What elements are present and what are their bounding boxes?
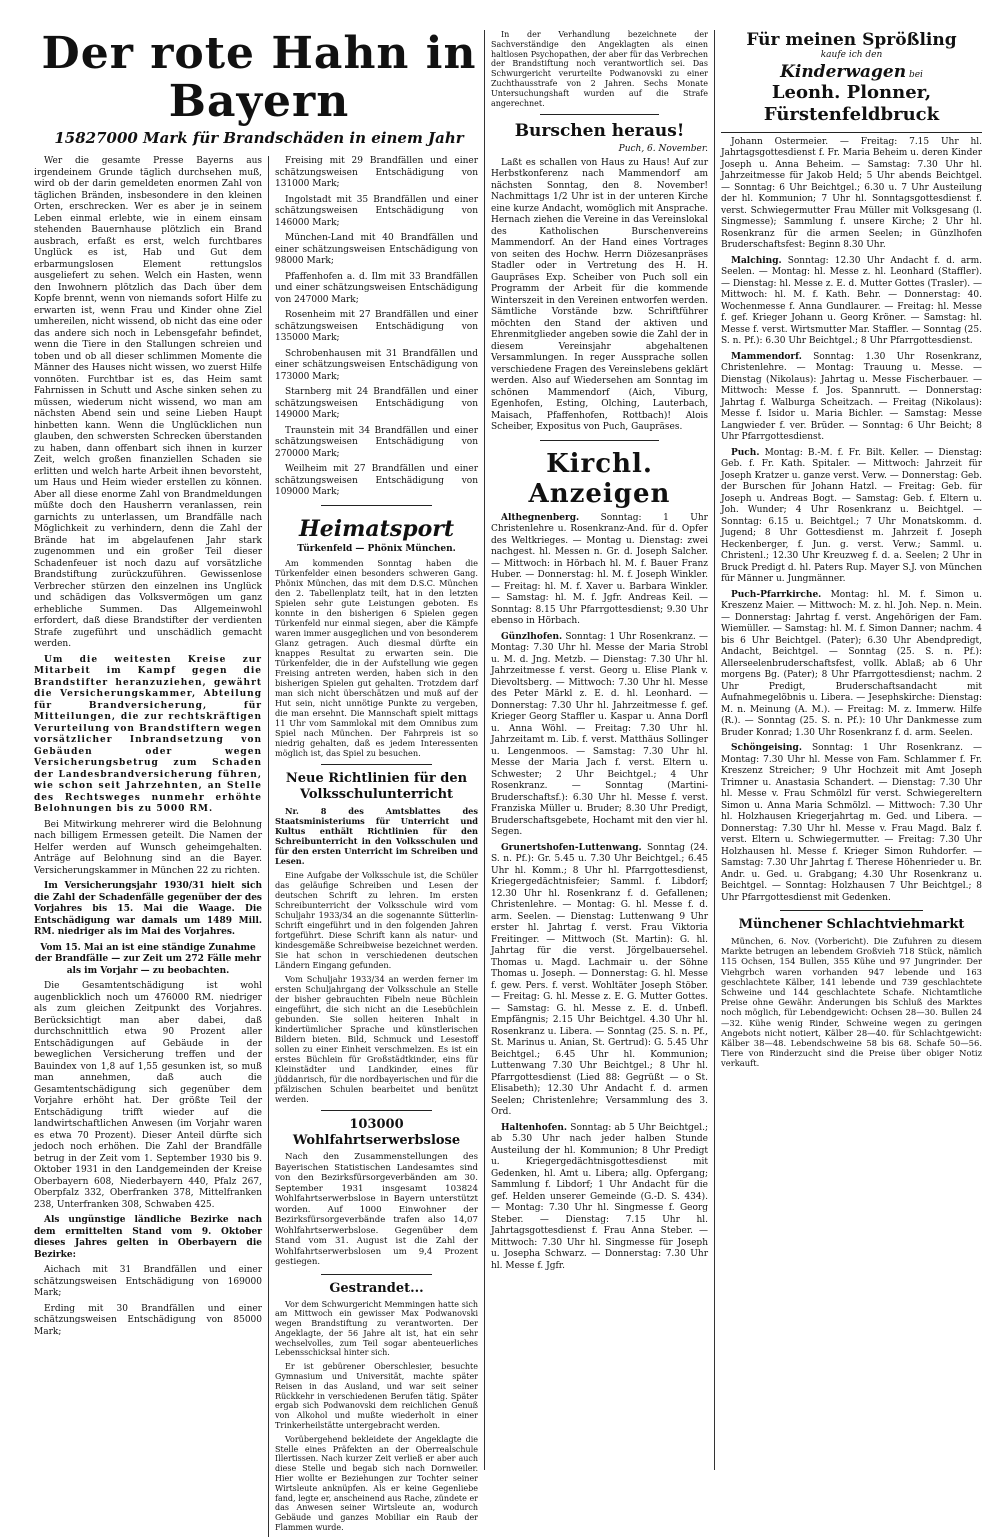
paragraph: Wer die gesamte Presse Bayerns aus irgendeinem Grunde täglich durchsehen muß, wird ob der darin gemeldeten enormen Zahl von täglichen Bränden, insbesondere in den kleinen Orten, erschrecken. Wer es aber je in seinem Leben einmal erlebte, wie in einem einsam stehenden Bauernhause plötzlich ein Brand ausbrach, erfaßt es erst, welch furchtbares Unglück es ist, Hab und Gut dem erbarmungslosen Element rettungslos ausgeliefert zu sehen. Welch ein Hasten, wenn den Inwohnern plötzlich das Dach über dem Kopfe brennt, wenn von niemands sofort Hilfe zu erwarten ist, wenn Frau und Kinder ohne Ziel umhereilen, nicht wissend, ob nicht das eine oder das andere sich noch in Lebensgefahr befindet, wenn die Tiere in den Stallungen schreien und toben und ob all dieser schlimmen Momente die Männer des Hauses nicht wissen, wo zuerst Hilfe vonnöten. Furchtbar ist es, das Heim samt Fahrnissen in Schutt und Asche sinken sehen zu müssen, wiederum nicht wissend, wo man am nächsten Abend sein und seine Lieben Haupt hinbetten kann. Wenn die Unglücklichen nun glauben, den schwersten Schrecken überstanden zu haben, dann offenbart sich ihnen in kurzer Zeit, welch großen finanziellen Schaden sie erlitten und welch harte Arbeit ihnen bevorsteht, um Haus und Heim wieder erstellen zu können. Aber all diese enorme Zahl von Brandmeldungen müßte doch den Hausherrn veranlassen, rein garnichts zu unterlassen, um Brandfälle nach Möglichkeit zu verhindern, denn die Zahl der Brände hat im abgelaufenen Jahr stark zugenommen und ein großer Teil dieser Schadenfeuer ist noch dazu auf vorsätzliche Brandstiftung zurückzuführen. Gewissenlose Verbrecher stürzen den einzelnen ins Unglück und schädigen das Volksvermögen um ganz erhebliche Summen. Das Allgemeinwohl erfordert, daß diese Brandstifter der verdienten Strafe zugeführt und unschädlich gemacht werden. — [34, 156, 262, 649]
district-item: Traunstein mit 34 Brandfällen und einer schätzungsweisen Entschädigung von 270000 Mark; — [275, 425, 478, 459]
parish-name: Schöngeising. — [731, 743, 802, 753]
parish-name: Grunertshofen-Luttenwang. — [501, 842, 642, 853]
heimatsport-body: Am kommenden Sonntag haben die Türkenfelder einen besonders schweren Gang. Phönix München, das mit dem D.S.C. München den 2. Tabellenplatz teilt, hat in den letzten Spielen sehr gute Leistungen geboten. Es konnte in den bisherigen 6 Spielen gegen Türkenfeld nur einmal siegen, aber die Kämpfe waren immer ausgeglichen und von besonderem Glanz getragen. Auch diesmal dürfte ein knappes Resultat zu erwarten sein. Die Türkenfelder, die in der Aufstellung wie gegen Freising antreten werden, haben sich in den bisherigen Spielen gut gehalten. Trotzdem darf man sich nicht überschätzen und muß auf der Hut sein, nicht unnötige Punkte zu vergeben, die man ersehnt. Die Mannschaft spielt mittags 11 Uhr vom Sammlokal mit dem Omnibus zum Spiel nach München. Der Fahrpreis ist so niedrig gehalten, daß es jedem Interessenten möglich ist, das Spiel zu besuchen. — [275, 558, 478, 758]
kirchl-entry — [721, 743, 982, 904]
paragraph: Als ungünstige ländliche Bezirke nach dem ermittelten Stand vom 9. Oktober dieses Jahres gelten in Oberbayern die Bezirke: — [34, 1215, 262, 1260]
divider — [321, 1110, 433, 1111]
kirchl-entry — [721, 256, 982, 348]
district-item: Rosenheim mit 27 Brandfällen und einer schätzungsweisen Entschädigung von 135000 Mark; — [275, 310, 478, 343]
parish-text: Sonntag: ab 5 Uhr Beichtgel.; ab 5.30 Uhr nach jeder halben Stunde Austeilung der hl. Kommunion; 8 Uhr Predigt u. Kriegergedächtnisgottesdienst mit Gedenken, hl. Amt u. Libera; allg. Opfergang; Sammlung f. Libdorf; 1 Uhr Andacht für die gef. Helden unserer Gemeinde (G.-D. S. 434). — Montag: 7.30 Uhr hl. Singmesse f. Georg Steber. — Dienstag: 7.15 Uhr hl. Jahrtagsgottesdienst f. Frau Anna Steber. — Mittwoch: 7.30 Uhr hl. Singmesse für Joseph u. Josepha Schwarz. — Donnerstag: 7.30 Uhr hl. Messe f. Jgfr. — [491, 1122, 708, 1271]
kirchl-entry — [721, 352, 982, 444]
volksschule-paragraph: Nr. 8 des Amtsblattes des Staatsministeriums für Unterricht und Kultus enthält Richtlinien für den Schreibunterricht in den Volksschulen und für den ersten Unterricht im Schreiben und Lesen. — [275, 806, 478, 866]
divider — [780, 910, 924, 911]
parish-name: Puch-Pfarrkirche. — [731, 589, 822, 600]
main-article-title: Der rote Hahn in Bayern — [41, 28, 477, 127]
ad-line-4: Leonh. Plonner, Fürstenfeldbruck — [763, 81, 940, 125]
paragraph: Die Gesamtentschädigung ist wohl augenblicklich noch um 476000 RM. niedriger als zum gleichen Zeitpunkt des Vorjahres. Berücksichtigt man aber dabei, daß durchschnittlich etwa 90 Prozent aller Entschädigungen auf Gebäude in der beweglichen Versicherung treffen und der Bauindex von 1,8 auf 1,55 gesunken ist, so muß man annehmen, daß auch die Gesamtentschädigung sich gegenüber dem Vorjahre erhöht hat. Der größte Teil der Entschädigung trifft wieder auf die landwirtschaftlichen Anwesen (im Vorjahr waren es etwa 70 Prozent). Dieser Anteil dürfte sich jedoch noch erhöhen. Die Zahl der Brandfälle betrug in der Zeit vom 1. September 1930 bis 9. Oktober 1931 in den Landgemeinden der Kreise Oberbayern 608, Niederbayern 440, Pfalz 267, Oberpfalz 332, Oberfranken 378, Mittelfranken 238, Unterfranken 308, Schwaben 425. — [34, 981, 262, 1210]
kirchl-entry — [721, 137, 982, 252]
heimatsport-subtitle: Türkenfeld — Phönix München. — [297, 543, 456, 554]
gestrandet-paragraph: In der Verhandlung bezeichnete der Sachverständige den Angeklagten als einen haltlosen Psychopathen, der aber für das Verbrechen der Brandstiftung noch verantwortlich sei. Das Schwurgericht verurteilte Podwanovski zu einer Zuchthausstrafe von 2 Jahren. Sechs Monate Untersuchungshaft wurden auf die Strafe angerechnet. — [491, 30, 708, 108]
gestrandet-paragraph: Vor dem Schwurgericht Memmingen hatte sich am Mittwoch ein gewisser Max Podwanovski wegen Brandstiftung zu verantworten. Der Angeklagte, der 56 Jahre alt ist, hat ein sehr wechselvolles, zum Teil sogar abenteuerliches Lebensschicksal hinter sich. — [275, 1299, 478, 1358]
gestrandet-title: Gestrandet... — [329, 1280, 424, 1296]
parish-text: Sonntag (24. S. n. Pf.): Gr. 5.45 u. 7.30 Uhr Beichtgel.; 6.45 Uhr hl. Komm.; 8 Uhr hl. Pfarrgottesdienst, Kriegergedächtnisfeier; Samml. f. Libdorf; 12.30 Uhr hl. Rosenkranz f. d. Gefallenen; Christenlehre. — Montag: G. hl. Messe f. d. arm. Seelen. — Dienstag: Luttenwang 9 Uhr erster hl. Jahrtag f. verst. Frau Viktoria Freitinger. — Mittwoch (St. Martin): G. hl. Jahrtag für die verst. Jörgelbauersehel. Thomas u. Magd. Lachmair u. der Söhne Thomas u. Joseph. — Donnerstag: G. hl. Messe f. gew. Pers. f. verst. Wohltäter Joseph Stöber. — Freitag: G. hl. Messe z. E. G. Mutter Gottes. — Samstag: G. hl. Messe z. E. d. Unbefl. Empfängnis; 2.15 Uhr Beichtgel. 4.30 Uhr hl. Rosenkranz u. Libera. — Sonntag (25. S. n. Pf., St. Marinus u. Anian, St. Gertrud): G. 5.45 Uhr Beichtgel.; 6.45 Uhr hl. Kommunion; Luttenwang 7.30 Uhr Beichtgel.; 8 Uhr hl. Pfarrgottesdienst (Lied 88: Gegrüßt — o St. Elisabeth); 12.30 Uhr Andacht f. d. armen Seelen; Christenlehre; Versammlung des 3. Ord. — [491, 842, 708, 1118]
volksschule-title: Neue Richtlinien für den Volksschulunterricht — [285, 771, 468, 802]
district-item: Freising mit 29 Brandfällen und einer schätzungsweisen Entschädigung von 131000 Mark; — [275, 156, 478, 189]
kirchl-entry — [491, 843, 708, 1119]
parish-text: Johann Ostermeier. — Freitag: 7.15 Uhr hl. Jahrtagsgottesdienst f. Fr. Maria Beheim u. deren Kinder Joseph u. Anna Beheim. — Samstag: 7.30 Uhr hl. Jahrzeitmesse für Jakob Held; 5 Uhr abends Beichtgel. — Sonntag: 6 Uhr Beichtgel.; 6.30 u. 7 Uhr Austeilung der hl. Kommunion; 7 Uhr hl. Sonntagsgottesdienst f. verst. Schwiegermutter Frau Müller mit Volksgesang (l. Singmesse); Sammlung f. unsere Kirche; 2 Uhr hl. Rosenkranz für die armen Seelen; in Günzlhofen Bruderschaftsfest: Beginn 8.30 Uhr. — [721, 136, 982, 250]
ad-line-2: kaufe ich den — [820, 50, 883, 60]
paragraph: Bei Mitwirkung mehrerer wird die Belohnung nach billigem Ermessen geteilt. Die Namen der Helfer werden auf Wunsch geheimgehalten. Anträge auf Belohnung sind an die Bayer. Versicherungskammer in München 22 zu richten. — [34, 819, 262, 876]
divider — [540, 114, 659, 115]
parish-text: Sonntag: 1.30 Uhr Rosenkranz, Christenlehre. — Montag: Trauung u. Messe. — Dienstag (Nikolaus): Jahrtag u. Messe Fischerbauer. — Mittwoch: Messe f. Jos. Spannrutt. — Donnerstag: Jahrtag f. Walburga Scheitzach. — Freitag (Nikolaus): Messe f. Isidor u. Maria Bichler. — Samstag: Messe Langwieder f. ver. Brüder. — Sonntag: 6 Uhr Beicht; 8 Uhr Pfarrgottesdienst. — [721, 351, 982, 442]
parish-name: Althegnenberg. — [501, 512, 580, 523]
parish-text: Sonntag: 1 Uhr Rosenkranz. — Montag: 7.30 Uhr hl. Messe von Fam. Schlammer f. Fr. Kreszenz Streicher; 9 Uhr Hochzeit mit Amt Joseph Trimner u. Anastasia Schandert. — Dienstag: 7.30 Uhr hl. Messe v. Frau Schmölzl für verst. Schwiegereltern Simon u. Anna Maria Schmölzl. — Mittwoch: 7.30 Uhr hl. Holzhausen Kriegerjahrtag m. Ged. und Libera. — Donnerstag: 7.30 Uhr hl. Messe v. Frau Magd. Balz f. verst. Eltern u. Schwiegermutter. — Freitag: 7.30 Uhr Holzhausen hl. Messe f. Krieger Simon Ruhdorfer. — Samstag: 7.30 Uhr Jahrtag f. Therese Höhenrieder u. Br. Andr. u. Ged. u. Grabgang; 4.30 Uhr Rosenkranz u. Beichtgel. — Sonntag: Holzhausen 7 Uhr Beichtgel.; 8 Uhr Pfarrgottesdienst mit Gedenken. — [721, 743, 982, 903]
column-3 — [484, 30, 714, 1470]
heimatsport-title: Heimatsport — [298, 515, 455, 542]
kirchl-title: Kirchl. Anzeigen — [528, 448, 671, 509]
paragraph: Erding mit 30 Brandfällen und einer schätzungsweisen Entschädigung von 85000 Mark; — [34, 1303, 262, 1337]
gestrandet-paragraph: Vorübergehend bekleidete der Angeklagte die Stelle eines Präfekten an der Oberrealschule Illertissen. Nach kurzer Zeit verließ er aber auch diese Stelle und begab sich nach Dornweiler. Hier wollte er Beziehungen zur Tochter seiner Wirtsleute anknüpfen. Als er keine Gegenliebe fand, legte er, anscheinend aus Rache, zündete er das Anwesen seiner Wirtsleute an, wodurch Gebäude und ganzes Mobiliar ein Raub der Flammen wurde. — [275, 1434, 478, 1533]
paragraph: Um die weitesten Kreise zur Mitarbeit im Kampf gegen die Brandstifter heranzuziehen, gewährt die Versicherungskammer, Abteilung für Brandversicherung, für Mitteilungen, die zur rechtskräftigen Verurteilung von Brandstiftern wegen vorsätzlicher Inbrandsetzung von Gebäuden oder wegen Versicherungsbetrug zum Schaden der Landesbrandversicherung führen, wie schon seit Jahrzehnten, an Stelle des Rechtsweges nunmehr erhöhte Belohnungen bis zu 5000 RM. — [34, 654, 262, 814]
gestrandet-paragraph: Er ist gebürener Oberschlesier, besuchte Gymnasium und Universität, machte später Reisen in das Ausland, und war seit seiner Rückkehr in verschiedenen Berufen tätig. Später ergab sich Podwanovski dem reichlichen Genuß von Alkohol und mußte wiederholt in einer Trinkerheilstätte untergebracht werden. — [275, 1362, 478, 1431]
volksschule-paragraph: Vom Schuljahr 1933/34 an werden ferner im ersten Schuljahrgang der Volksschule an Stelle der bisher gebrauchten Fibeln neue Büchlein eingeführt, die sich nicht an die Lesebüchlein gebunden. Sie sollen heiteren Inhalt in kindertümlicher Sprache und künstlerischen Bildern bieten. Bild, Schmuck und Lesestoff sollen zu einer Einheit verschmelzen. Es ist ein erstes Büchlein für Großstädtkinder, eins für Kleinstädter und Landkinder, eines für jüddanrisch, für die nordbayerischen und für die pfälzischen Schulen bearbeitet und benützt werden. — [275, 974, 478, 1104]
parish-text: Sonntag: 1 Uhr Rosenkranz. — Montag: 7.30 Uhr hl. Messe der Maria Strobl u. M. d. Jng. Metzb. — Dienstag: 7.30 Uhr hl. Jahrzeitmesse f. verst. Georg u. Elise Plank v. Dievoltsberg. — Mittwoch: 7.30 Uhr hl. Messe des Peter Märkl z. E. d. hl. Leonhard. — Donnerstag: 7.30 Uhr hl. Jahrzeitmesse f. gef. Krieger Georg Staffler u. Kaspar u. Anna Dorfl u. Anna Wöhl. — Freitag: 7.30 Uhr hl. Jahrzeitamt m. Lib. f. verst. Matthäus Sollinger u. Lengenmoos. — Samstag: 7.30 Uhr hl. Messe der Maria Jach f. verst. Eltern u. Schwester; 2 Uhr Beichtgel.; 4 Uhr Rosenkranz. — Sonntag (Martini-Bruderschaftsf.): 6.30 Uhr hl. Messe f. verst. Franziska Müller u. Bruder; 8.30 Uhr Predigt, Bruderschaftsgebete, Hochamt mit den vier hl. Segen. — [491, 631, 708, 838]
district-item: München-Land mit 40 Brandfällen und einer schätzungsweisen Entschädigung von 98000 Mark; — [275, 233, 478, 266]
parish-name: Malching. — [731, 255, 782, 266]
parish-name: Puch. — [731, 447, 760, 458]
column-4 — [714, 30, 982, 1470]
main-article-region — [34, 28, 484, 1533]
volksschule-paragraph: Eine Aufgabe der Volksschule ist, die Schüler das geläufige Schreiben und Lesen der deutschen Schrift zu lehren. Im ersten Schreibunterricht der Volksschule wird vom Schuljahr 1933/34 an die sogenannte Sütterlin-Schrift eingeführt und in den folgenden Jahren fortgeführt. Diese Schrift kann als natur- und kindesgemäße Schreibweise bezeichnet werden. Sie hat schon in verschiedenen deutschen Ländern Eingang gefunden. — [275, 870, 478, 970]
wohlfahrt-title: 103000 Wohlfahrtserwerbslose — [292, 1117, 461, 1148]
main-article-columns — [34, 156, 484, 1537]
parish-name: Günzlhofen. — [501, 631, 563, 642]
main-article-subtitle: 15827000 Mark für Brandschäden in einem Jahr — [54, 129, 464, 147]
divider — [321, 764, 433, 765]
ad-line-3b: bei — [908, 69, 923, 80]
burschen-body: Laßt es schallen von Haus zu Haus! Auf zur Herbstkonferenz nach Mammendorf am nächsten Sonntag, den 8. November! Nachmittags 1/2 Uhr ist in der unteren Kirche eine kurze Andacht, womöglich mit Ansprache. Hernach ziehen die Vereine in das Vereinslokal des Katholischen Burschenvereins Mammendorf. An der Hand eines Vortrages von seiten des Hochw. Herrn Diözesanpräses Stadler oder in Vertretung des H. H. Gaupräses Exp. Scheiber von Puch soll ein Programm der Arbeit für die kommende Winterszeit in den Vereinen entworfen werden. Sämtliche Vorstände bzw. Schriftführer möchten den Stand der aktiven und Ehrenmitglieder angeben sowie die Zahl der in diesem Vereinsjahr abgehaltenen Versammlungen. In reger Aussprache sollen verschiedene Fragen des Vereinslebens geklärt werden. Also auf Wiedersehen am Sonntag im schönen Mammendorf (Aich, Viburg, Egenhofen, Esting, Olching, Lauterbach, Maisach, Pfaffenhofen, Rottbach)! Alois Scheiber, Expositus von Puch, Gaupräses. — [491, 157, 708, 433]
ad-line-3: Kinderwagen — [780, 61, 907, 82]
main-article-masthead — [34, 30, 484, 156]
kirchl-entry — [491, 513, 708, 628]
parish-text: Montag: hl. M. f. Simon u. Kreszenz Maier. — Mittwoch: M. z. hl. Joh. Nep. n. Mein. — Donnerstag: Jahrtag f. verst. Angehörigen der Fam. Wiemüller. — Samstag: hl. M. f. Simon Danner; nachm. 4 bis 6 Uhr Beichtgel. (Pater); 6.30 Uhr Abendpredigt, Andacht, Beichtgel. — Sonntag (25. S. n. Pf.): Allerseelenbruderschaftsfest, vollk. Ablaß; ab 6 Uhr morgens Bg. (Pater); 8 Uhr Pfarrgottesdienst; nachm. 2 Uhr Predigt, Bruderschaftsandacht mit Aufnahmegelöbnis u. Libera. — Jesephskirche: Dienstag: M. n. Meinung (A. M.). — Freitag: M. z. Immerw. Hilfe (R.). — Sonntag (25. S. n. Pf.): 10 Uhr Dankmesse zum Bruder Konrad; 1.30 Uhr Rosenkranz f. d. arm. Seelen. — [721, 589, 982, 738]
divider — [321, 1274, 433, 1275]
kirchl-entry — [721, 590, 982, 740]
district-item: Weilheim mit 27 Brandfällen und einer schätzungsweisen Entschädigung von 109000 Mark; — [275, 464, 478, 497]
kirchl-entry — [491, 632, 708, 839]
schlacht-body: München, 6. Nov. (Vorbericht). Die Zufuhren zu diesem Markte betrugen an lebendem Großvieh 718 Stück, nämlich 115 Ochsen, 154 Bullen, 355 Kühe und 97 Jungrinder. Der Viehgrbch waren vorhanden 947 lebende und 163 geschlachtete Kälber, 141 lebende und 739 geschlachtete Schweine und 144 geschlachtete Schafe. Nichtamtliche Preise ohne Gewähr. Änderungen bis Schluß des Marktes noch möglich, für Lebendgewicht: Ochsen 28—30. Bullen 24—32. Kühe wenig Rinder, Schweine wegen zu geringen Angebots nicht notiert, Kälber 28—40. für Schlachtgewicht: Kälber 38—48. Lebendschweine 58 bis 68. Schafe 50—56. Tiere von Rinderzucht sind die Preise über obiger Notiz verkauft. — [721, 936, 982, 1069]
wohlfahrt-body: Nach den Zusammenstellungen des Bayerischen Statistischen Landesamtes sind von den Bezirksfürsorgeverbänden am 30. September 1931 insgesamt 103824 Wohlfahrtserwerbslose in Bayern unterstützt worden. Auf 1000 Einwohner der Bezirksfürsorgeverbände trafen also 14,07 Wohlfahrtserwerbslose. Gegenüber dem Stand vom 31. August ist die Zahl der Wohlfahrtserwerbslosen um 9,4 Prozent gestiegen. — [275, 1152, 478, 1267]
parish-text: Sonntag: 1 Uhr Christenlehre u. Rosenkranz-And. für d. Opfer des Weltkrieges. — Montag u. Dienstag: zwei nachgest. hl. Messen n. Gr. d. Joseph Salcher. — Mittwoch: in Hörbach hl. M. f. Bauer Franz Huber. — Donnerstag: hl. M. f. Joseph Winkler. — Freitag: hl. M. f. Xaver u. Barbara Winkler. — Samstag: hl. M. f. Jgfr. Andreas Keil. — Sonntag: 8.15 Uhr Pfarrgottesdienst; 9.30 Uhr ebenso in Hörbach. — [491, 512, 708, 627]
kirchl-entry — [491, 1123, 708, 1273]
column-1 — [34, 156, 268, 1537]
parish-text: Montag: B.-M. f. Fr. Bilt. Keller. — Dienstag: Geb. f. Fr. Kath. Spitaler. — Mittwoch: Jahrzeit für Joseph Kratzer u. ganze verst. Verw. — Donnerstag: Geb. der Burschen für Johann Hatzl. — Freitag: Geb. für Joseph u. Andreas Bogt. — Samstag: Geb. f. Eltern u. Joh. Wunder; 4 Uhr Rosenkranz u. Beichtgel. — Sonntag: 6.15 u. Beichtgel.; 7 Uhr Monatskomm. d. Jugend; 8 Uhr Gottesdienst m. Jahrzeit f. Joseph Heckenberger, f. Jun. g. verst. Verw.; Samml. u. Christenl.; 12.30 Uhr Kreuzweg f. d. a. Seelen; 2 Uhr in Bruck Predigt d. hl. Paters Rup. Mayer S.J. von München für Männer u. Jungmänner. — [721, 447, 982, 584]
schlacht-title: Münchener Schlachtviehmarkt — [738, 917, 965, 932]
district-item: Starnberg mit 24 Brandfällen und einer schätzungsweisen Entschädigung von 149000 Mark; — [275, 387, 478, 420]
parish-name: Haltenhofen. — [501, 1122, 568, 1133]
column-2 — [268, 156, 484, 1537]
kinderwagen-ad — [721, 30, 982, 133]
paragraph: Aichach mit 31 Brandfällen und einer schätzungsweisen Entschädigung von 169000 Mark; — [34, 1265, 262, 1298]
district-item: Pfaffenhofen a. d. Ilm mit 33 Brandfällen und einer schätzungsweisen Entschädigung von 247000 Mark; — [275, 271, 478, 305]
ad-line-1: Für meinen Sprößling — [746, 30, 957, 50]
burschen-title: Burschen heraus! — [514, 121, 685, 142]
divider — [540, 440, 659, 441]
divider — [321, 505, 433, 506]
burschen-dateline: Puch, 6. November. — [618, 144, 708, 155]
district-item: Ingolstadt mit 35 Brandfällen und einer schätzungsweisen Entschädigung von 146000 Mark; — [275, 194, 478, 228]
district-item: Schrobenhausen mit 31 Brandfällen und einer schätzungsweisen Entschädigung von 173000 Mark; — [275, 348, 478, 382]
paragraph: Im Versicherungsjahr 1930/31 hielt sich die Zahl der Schadenfälle gegenüber der des Vorjahres bis 15. Mai die Waage. Die Entschädigung war damals um 1489 Mill. RM. niedriger als im Mai des Vorjahres. — [34, 881, 262, 937]
bold-note: Vom 15. Mai an ist eine ständige Zunahme der Brandfälle — zur Zeit um 272 Fälle mehr als im Vorjahr — zu beobachten. — [34, 942, 262, 976]
kirchl-entry — [721, 448, 982, 586]
parish-name: Mammendorf. — [731, 351, 802, 362]
parish-text: Sonntag: 12.30 Uhr Andacht f. d. arm. Seelen. — Montag: hl. Messe z. hl. Leonhard (Staffler). — Dienstag: hl. Messe z. E. d. Mutter Gottes (Trasler). — Mittwoch: hl. M. f. Kath. Behr. — Donnerstag: 40. Wochenmesse f. Anna Gundlaurer. — Freitag: hl. Messe f. gef. Krieger Johann u. Georg Kröner. — Samstag: hl. Messe f. verst. Wirtsmutter Mar. Staffler. — Sonntag (25. S. n. Pf.): 6.30 Uhr Beichtgel.; 8 Uhr Pfarrgottesdienst. — [721, 255, 982, 346]
